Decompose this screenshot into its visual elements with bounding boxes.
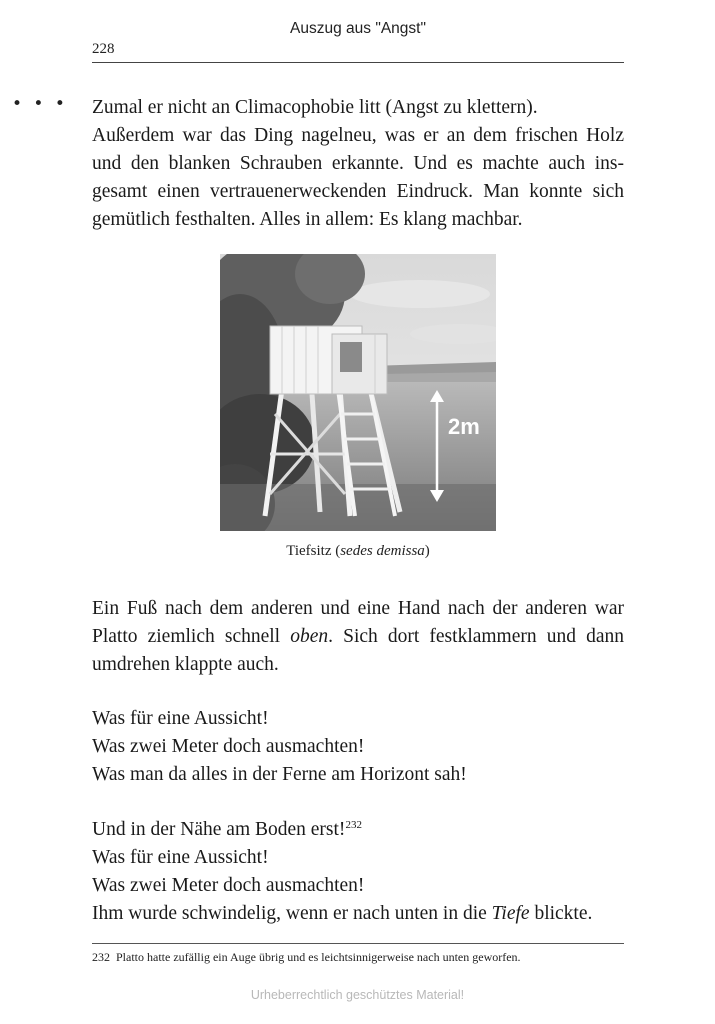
text-line: und den blanken Schrauben erkannte. Und es machte auch ins- xyxy=(92,153,624,174)
footnote-number: 232 xyxy=(92,950,110,964)
page-number: 228 xyxy=(92,41,115,57)
figure-height-label: 2m xyxy=(448,414,480,439)
text-line: Was man da alles in der Ferne am Horizont sah! xyxy=(92,764,467,785)
text-line: Was für eine Aussicht! xyxy=(92,847,269,868)
text-line: Zumal er nicht an Climacophobie litt (Angst zu klettern). xyxy=(92,97,538,118)
text-line: umdrehen klappte auch. xyxy=(92,654,279,675)
paragraph-intro xyxy=(92,94,624,234)
text-line: Und in der Nähe am Boden erst!$^{232}$ xyxy=(92,819,362,840)
stanza-view xyxy=(92,705,624,789)
footnote-reference[interactable]: 232 xyxy=(345,819,362,831)
footnote xyxy=(92,950,632,965)
hunting-stand-photo xyxy=(220,254,496,531)
footnote-text: Platto hatte zufällig ein Auge übrig und es leichtsinnigerweise nach unten geworfen. xyxy=(116,950,521,964)
text-line: Was zwei Meter doch ausmachten! xyxy=(92,736,365,757)
text-line: Außerdem war das Ding nagelneu, was er an dem frischen Holz xyxy=(92,125,624,146)
running-header-title: Auszug aus "Angst" xyxy=(290,20,426,37)
stanza-ground xyxy=(92,816,624,928)
copyright-watermark: Urheberrechtlich geschütztes Material! xyxy=(250,988,465,1002)
text-line: Was für eine Aussicht! xyxy=(92,708,269,729)
text-line: Was zwei Meter doch ausmachten! xyxy=(92,875,365,896)
figure-caption: Tiefsitz (sedes demissa) xyxy=(286,543,430,559)
text-line: gemütlich festhalten. Alles in allem: Es klang machbar. xyxy=(92,209,523,230)
continuation-dots-icon: • • • xyxy=(12,94,68,114)
paragraph-climb xyxy=(92,595,624,679)
footnote-divider xyxy=(92,943,624,944)
text-line: Ein Fuß nach dem anderen und eine Hand nach der anderen war xyxy=(92,598,624,619)
header-divider xyxy=(92,62,624,63)
text-line: gesamt einen vertrauenerweckenden Eindruck. Man konnte sich xyxy=(92,181,624,202)
text-line: Platto ziemlich schnell oben. Sich dort festklammern und dann xyxy=(92,626,625,647)
text-line: Ihm wurde schwindelig, wenn er nach unten in die Tiefe blickte. xyxy=(92,903,593,924)
